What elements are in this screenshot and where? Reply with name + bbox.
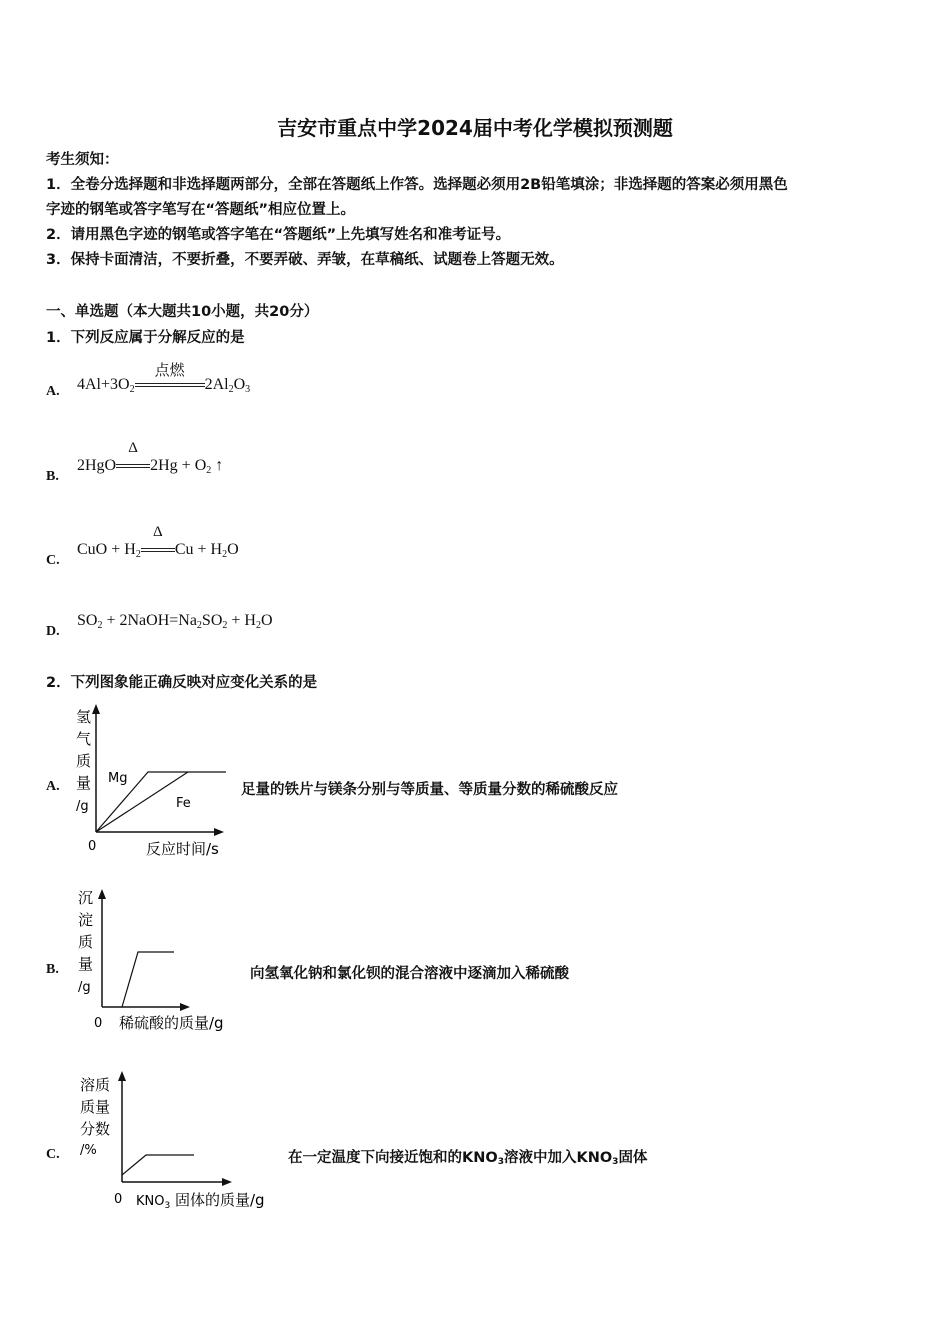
q2-option-c-label: C. — [46, 1147, 60, 1162]
b-ylabel-char: 淀 — [78, 911, 94, 929]
question-1-stem: 1．下列反应属于分解反应的是 — [46, 330, 245, 346]
b-condition-text: Δ — [128, 440, 138, 456]
c-condition-text: Δ — [152, 524, 163, 540]
a-ylabel-char: 氢 — [76, 708, 92, 726]
d-sub: 2 — [222, 620, 228, 631]
c-reactants: CuO + H — [77, 541, 136, 558]
b-equal-sign — [116, 464, 150, 468]
q2-option-b-description: 向氢氧化钠和氯化钡的混合溶液中逐滴加入稀硫酸 — [250, 966, 569, 982]
c-desc-part: 在一定温度下向接近饱和的KNO — [288, 1150, 498, 1166]
notice-item-3: 3．保持卡面清洁，不要折叠，不要弄破、弄皱，在草稿纸、试题卷上答题无效。 — [46, 252, 564, 268]
notice-heading: 考生须知： — [46, 152, 119, 168]
notice-item-1-line-1: 1．全卷分选择题和非选择题两部分，全部在答题纸上作答。选择题必须用2B铅笔填涂；非选择题的答案必须用黑色 — [46, 177, 788, 193]
q2-option-b-graph — [72, 883, 250, 1035]
c-desc-sub: 3 — [612, 1157, 619, 1167]
c-x-arrow — [222, 1178, 232, 1186]
q1-option-b-label: B. — [46, 469, 59, 484]
c-condition — [141, 524, 175, 559]
a-sub: 3 — [245, 384, 251, 395]
c-ylabel-line: 质量 — [80, 1098, 111, 1116]
c-xlabel-sub: 3 — [164, 1201, 171, 1211]
q2-option-a-label: A. — [46, 779, 60, 794]
a-origin: 0 — [88, 839, 97, 854]
q2-option-b-label: B. — [46, 962, 59, 977]
d-part: SO — [201, 612, 223, 629]
a-ylabel-char: /g — [76, 799, 89, 814]
q1-option-d-equation — [77, 612, 273, 631]
c-y-arrow — [118, 1071, 126, 1081]
d-part: + 2NaOH=Na — [102, 612, 197, 629]
c-line — [122, 1155, 194, 1175]
b-ylabel-char: 量 — [78, 955, 94, 973]
b-x-arrow — [180, 1003, 190, 1011]
section-heading: 一、单选题（本大题共10小题，共20分） — [46, 304, 319, 320]
q1-option-c-equation — [77, 524, 239, 560]
c-xlabel-part: 固体的质量/g — [170, 1191, 265, 1209]
c-equal-sign — [141, 548, 175, 552]
q2-option-c-description — [288, 1146, 647, 1167]
c-sub: 2 — [135, 549, 141, 560]
c-origin: 0 — [114, 1192, 123, 1207]
b-line — [122, 952, 174, 1007]
b-condition — [116, 440, 150, 475]
c-product: O — [227, 541, 239, 558]
c-xlabel-part: KNO — [136, 1194, 165, 1209]
b-ylabel-char: 质 — [78, 933, 94, 951]
c-sub: 2 — [222, 549, 228, 560]
a-condition-text: 点燃 — [154, 363, 185, 379]
a-equal-sign — [135, 383, 205, 387]
b-ylabel-char: /g — [78, 980, 91, 995]
b-ylabel-char: 沉 — [78, 889, 94, 907]
c-ylabel-line: /% — [80, 1143, 97, 1158]
q1-option-d-label: D. — [46, 624, 60, 639]
d-sub: 2 — [97, 620, 103, 631]
q1-option-b-equation — [77, 440, 224, 476]
b-product: 2Hg + O — [150, 457, 207, 474]
b-product: ↑ — [211, 457, 224, 474]
c-ylabel-line: 溶质 — [80, 1076, 111, 1094]
a-xlabel: 反应时间/s — [146, 840, 219, 858]
b-sub: 2 — [206, 465, 212, 476]
a-sub: 2 — [228, 384, 234, 395]
a-reactants: 4Al+3O — [77, 376, 130, 393]
a-sub: 2 — [129, 384, 135, 395]
q2-option-c-graph — [76, 1068, 286, 1216]
c-xlabel — [136, 1191, 265, 1211]
q2-option-a-graph — [68, 700, 238, 865]
d-part: SO — [77, 612, 98, 629]
notice-block — [46, 148, 788, 273]
a-ylabel-char: 质 — [76, 752, 92, 770]
notice-item-2: 2．请用黑色字迹的钢笔或答字笔在“答题纸”上先填写姓名和准考证号。 — [46, 227, 511, 243]
a-series-fe: Fe — [176, 796, 191, 811]
q2-option-a-description: 足量的铁片与镁条分别与等质量、等质量分数的稀硫酸反应 — [241, 782, 618, 798]
a-condition — [135, 363, 205, 394]
q1-option-c-label: C. — [46, 553, 60, 568]
a-product: O — [233, 376, 246, 393]
a-series-mg: Mg — [108, 771, 128, 786]
a-ylabel-char: 气 — [76, 730, 92, 748]
b-origin: 0 — [94, 1016, 103, 1031]
d-part: + H — [227, 612, 256, 629]
d-sub: 2 — [255, 620, 261, 631]
d-sub: 2 — [196, 620, 202, 631]
c-desc-part: 固体 — [618, 1150, 648, 1166]
page-title: 吉安市重点中学2024届中考化学模拟预测题 — [277, 116, 673, 140]
b-xlabel: 稀硫酸的质量/g — [119, 1014, 224, 1032]
notice-item-1-line-2: 字迹的钢笔或答字笔写在“答题纸”相应位置上。 — [46, 202, 356, 218]
a-ylabel-char: 量 — [76, 774, 92, 792]
q1-option-a-label: A. — [46, 384, 60, 399]
a-y-arrow — [92, 704, 100, 714]
a-x-arrow — [214, 828, 224, 836]
c-desc-sub: 3 — [497, 1157, 504, 1167]
a-product: 2Al — [204, 376, 229, 393]
b-y-arrow — [98, 889, 106, 899]
d-part: O — [260, 612, 273, 629]
b-reactants: 2HgO — [77, 457, 117, 474]
c-desc-part: 溶液中加入KNO — [503, 1150, 613, 1166]
question-2-stem: 2．下列图象能正确反映对应变化关系的是 — [46, 675, 318, 691]
c-product: Cu + H — [174, 541, 223, 558]
c-ylabel-line: 分数 — [80, 1120, 111, 1138]
q1-option-a-equation — [77, 363, 251, 395]
